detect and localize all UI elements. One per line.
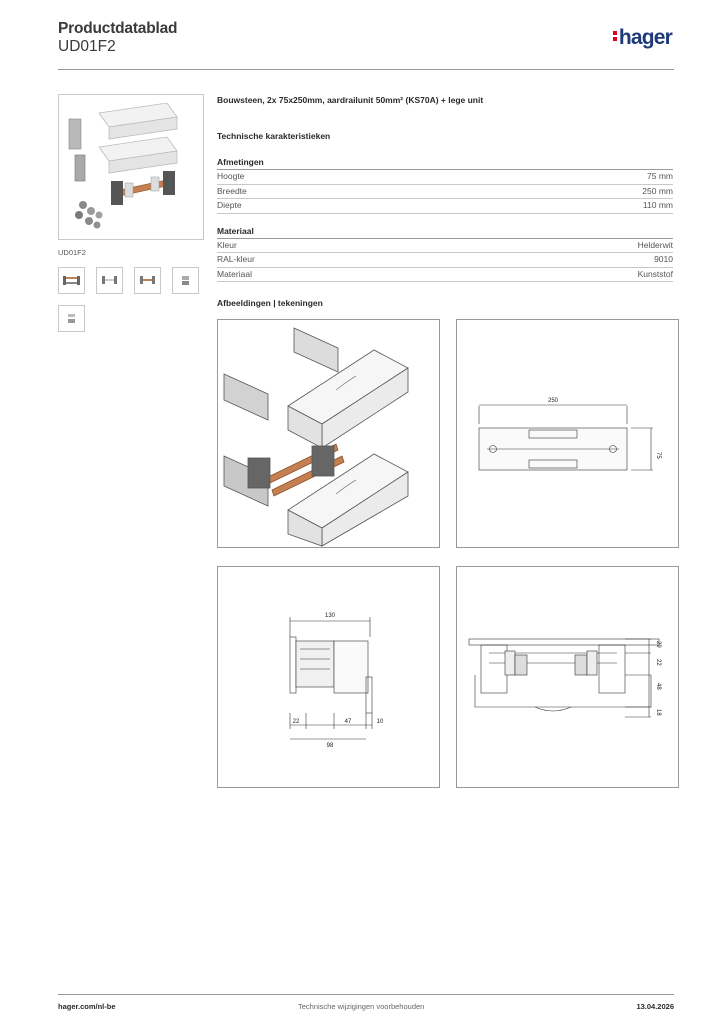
thumbnail-busbar-detail[interactable] [134, 267, 161, 294]
spec-label: Hoogte [217, 171, 245, 181]
spec-group-title: Afmetingen [217, 157, 673, 170]
product-code: UD01F2 [58, 38, 116, 55]
side-top-label: 130 [324, 613, 336, 619]
specs-heading: Technische karakteristieken [217, 131, 331, 141]
drawing-exploded-view[interactable] [217, 319, 440, 548]
exploded-view-icon [218, 320, 439, 547]
spec-row [217, 170, 673, 185]
thumbnail-busbar-view[interactable] [96, 267, 123, 294]
thumbnail-mounting-view[interactable] [58, 305, 85, 332]
spec-label: Kleur [217, 239, 237, 250]
section-view-drawing-icon [457, 567, 678, 787]
footer-website-link[interactable]: hager.com/nl-be [58, 1002, 116, 1011]
thumbnail-busbar-icon [97, 268, 122, 293]
side-b-label: 47 [344, 719, 352, 725]
spec-label: Diepte [217, 200, 242, 210]
main-image-caption: UD01F2 [58, 248, 86, 257]
drawing-side-view[interactable] [217, 566, 440, 788]
thumbnail-photo-icon [59, 268, 84, 293]
footer-date: 13.04.2026 [636, 1002, 674, 1011]
spec-row [217, 239, 673, 254]
spec-label: RAL-kleur [217, 254, 255, 264]
footer-disclaimer: Technische wijzigingen voorbehouden [298, 1002, 425, 1011]
spec-value: Helderwit [637, 239, 673, 250]
front-view-drawing-icon [457, 320, 678, 547]
spec-value: 250 mm [642, 185, 673, 196]
spec-value: 110 mm [642, 200, 673, 210]
front-width-label: 250 [547, 398, 559, 404]
spec-row [217, 253, 673, 268]
page-footer [58, 994, 674, 1014]
page-header [58, 20, 674, 68]
drawings-heading: Afbeeldingen | tekeningen [217, 298, 323, 308]
drawing-front-view[interactable] [456, 319, 679, 548]
thumbnail-detail-icon [135, 268, 160, 293]
logo-dots-icon [613, 29, 617, 43]
thumbnail-side-icon [173, 268, 198, 293]
product-details [217, 95, 673, 308]
spec-row [217, 199, 673, 214]
hager-logo [613, 26, 672, 50]
spec-group-dimensions [217, 157, 673, 214]
side-bottom-label: 98 [326, 743, 334, 749]
spec-row [217, 185, 673, 200]
spec-group-material [217, 226, 673, 283]
product-description: Bouwsteen, 2x 75x250mm, aardrailunit 50mm² (KS70A) + lege unit [217, 95, 484, 105]
spec-group-title: Materiaal [217, 226, 673, 239]
spec-value: 75 mm [647, 171, 673, 181]
side-view-drawing-icon [218, 567, 439, 787]
section-h1-label: 29 [655, 641, 661, 648]
main-product-image[interactable] [58, 94, 204, 240]
section-h4-label: 18 [655, 709, 661, 716]
header-divider [58, 69, 674, 70]
drawing-section-view[interactable] [456, 566, 679, 788]
thumbnail-product-photo[interactable] [58, 267, 85, 294]
document-title: Productdatablad [58, 20, 178, 37]
side-a-label: 22 [292, 719, 300, 725]
spec-row [217, 268, 673, 283]
spec-label: Materiaal [217, 268, 252, 279]
product-gallery [58, 94, 208, 332]
spec-value: Kunststof [637, 268, 673, 279]
side-c-label: 10 [376, 719, 384, 725]
spec-value: 9010 [654, 254, 673, 264]
front-height-label: 75 [655, 452, 661, 459]
product-photo-icon [59, 95, 205, 241]
logo-text: hager [618, 26, 672, 49]
section-h2-label: 22 [655, 659, 661, 666]
thumbnail-list [58, 267, 208, 332]
section-h3-label: 48 [655, 683, 661, 690]
thumbnail-mounting-icon [59, 306, 84, 331]
spec-label: Breedte [217, 185, 247, 196]
thumbnail-side-view[interactable] [172, 267, 199, 294]
